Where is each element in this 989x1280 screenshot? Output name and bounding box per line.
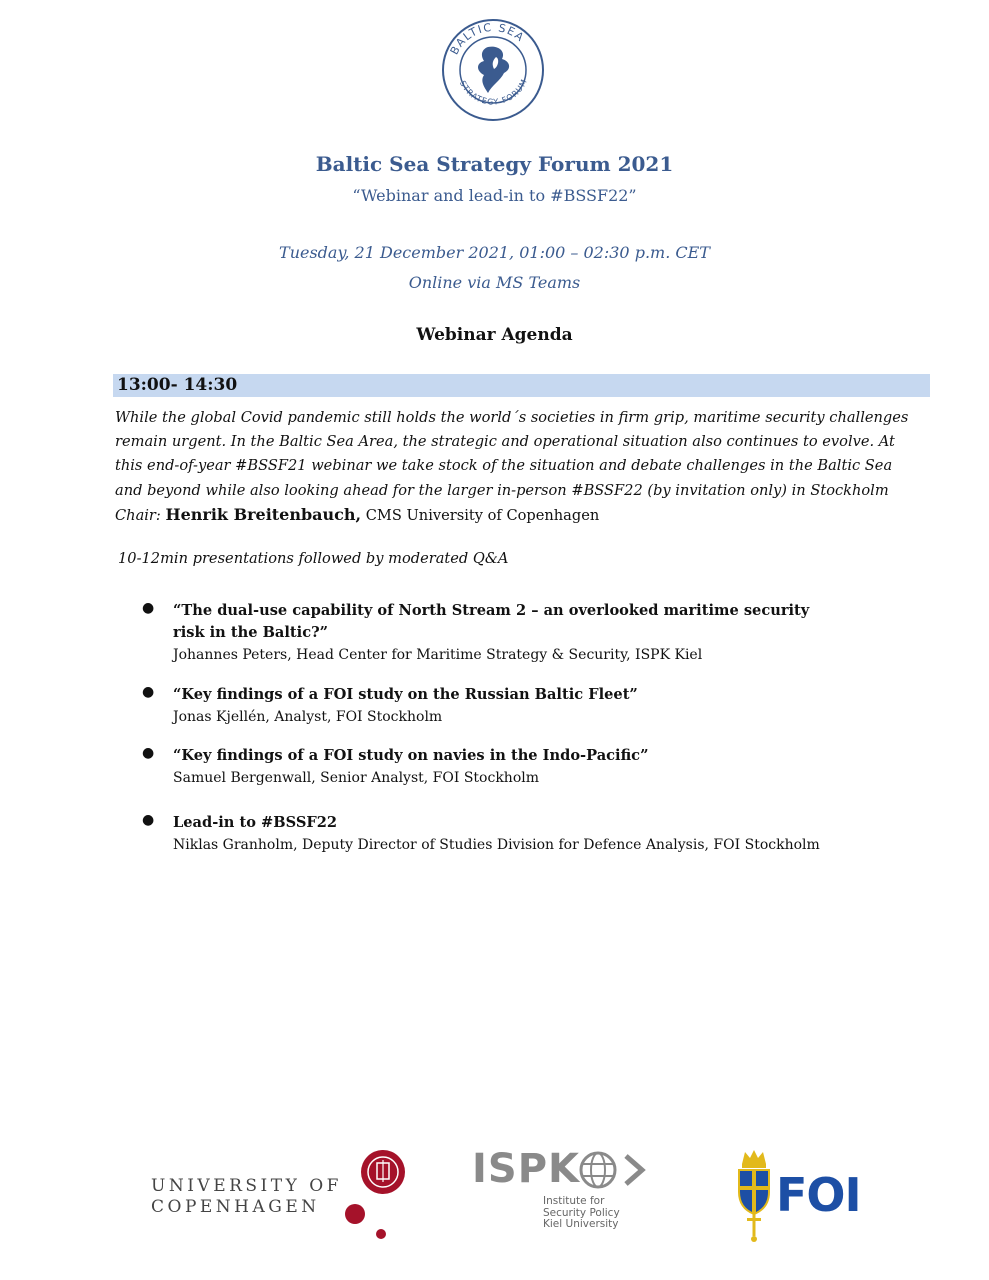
ispk-subtitle	[543, 1196, 620, 1231]
ucph-seal-icon	[340, 1148, 412, 1240]
agenda-item-title: “Key findings of a FOI study on the Russian Baltic Fleet”	[173, 686, 638, 703]
ispk-sub-line2: Security Policy	[543, 1206, 620, 1219]
ispk-sub-line1: Institute for	[543, 1195, 605, 1207]
agenda-item-speaker: Niklas Granholm, Deputy Director of Studies Division for Defence Analysis, FOI Stockholm	[173, 837, 820, 853]
partner-logos	[0, 1140, 989, 1250]
chair-label: Chair:	[115, 507, 161, 524]
ucph-line1: UNIVERSITY OF	[151, 1176, 342, 1196]
bullet-icon: ●	[142, 745, 155, 761]
time-slot-bar	[113, 374, 930, 397]
chair-name: Henrik Breitenbauch,	[165, 505, 362, 524]
page-subtitle: “Webinar and lead-in to #BSSF22”	[352, 186, 637, 205]
agenda-intro-text: While the global Covid pandemic still holds the world´s societies in firm grip, maritime security challenges remain urgent. In the Baltic Sea Area, the strategic and operational situation also continues to evolve. At this end-of-year #BSSF21 webinar we take stock of the situation and debate challenges in the Baltic Sea and beyond while also looking ahead for the larger in-person #BSSF22 (by invitation only) in Stockholm	[115, 409, 909, 499]
event-venue: Online via MS Teams	[408, 273, 581, 292]
ucph-logo-text	[151, 1176, 342, 1218]
agenda-item-title: Lead-in to #BSSF22	[173, 814, 338, 831]
agenda-item-title: “The dual-use capability of North Stream 2 – an overlooked maritime security risk in the Baltic?”	[173, 602, 810, 641]
format-note: 10-12min presentations followed by moderated Q&A	[118, 550, 509, 567]
chair-affiliation: CMS University of Copenhagen	[365, 507, 600, 524]
foi-logo-text: FOI	[776, 1168, 861, 1222]
agenda-item-speaker: Samuel Bergenwall, Senior Analyst, FOI Stockholm	[173, 770, 540, 786]
ispk-logo-text: ISPK	[472, 1146, 581, 1192]
agenda-heading: Webinar Agenda	[416, 325, 573, 345]
agenda-item-speaker: Jonas Kjellén, Analyst, FOI Stockholm	[173, 709, 443, 725]
ucph-line2: COPENHAGEN	[151, 1197, 320, 1217]
time-slot-label: 13:00- 14:30	[117, 375, 238, 395]
page-title: Baltic Sea Strategy Forum 2021	[315, 152, 674, 176]
svg-text:BALTIC SEA: BALTIC SEA	[447, 20, 528, 57]
svg-text:STRATEGY FORUM: STRATEGY FORUM	[457, 77, 530, 107]
ispk-globe-icon	[574, 1150, 654, 1190]
chair-line	[115, 503, 915, 528]
ispk-sub-line3: Kiel University	[543, 1218, 619, 1230]
baltic-sea-strategy-forum-logo	[440, 17, 546, 123]
bullet-icon: ●	[142, 812, 155, 828]
agenda-item-speaker: Johannes Peters, Head Center for Maritime Strategy & Security, ISPK Kiel	[173, 647, 703, 663]
event-date: Tuesday, 21 December 2021, 01:00 – 02:30 p.m. CET	[279, 243, 710, 262]
bullet-icon: ●	[142, 684, 155, 700]
agenda-item-title: “Key findings of a FOI study on navies in the Indo-Pacific”	[173, 747, 649, 764]
foi-crest-icon	[733, 1148, 775, 1244]
bullet-icon: ●	[142, 600, 155, 616]
